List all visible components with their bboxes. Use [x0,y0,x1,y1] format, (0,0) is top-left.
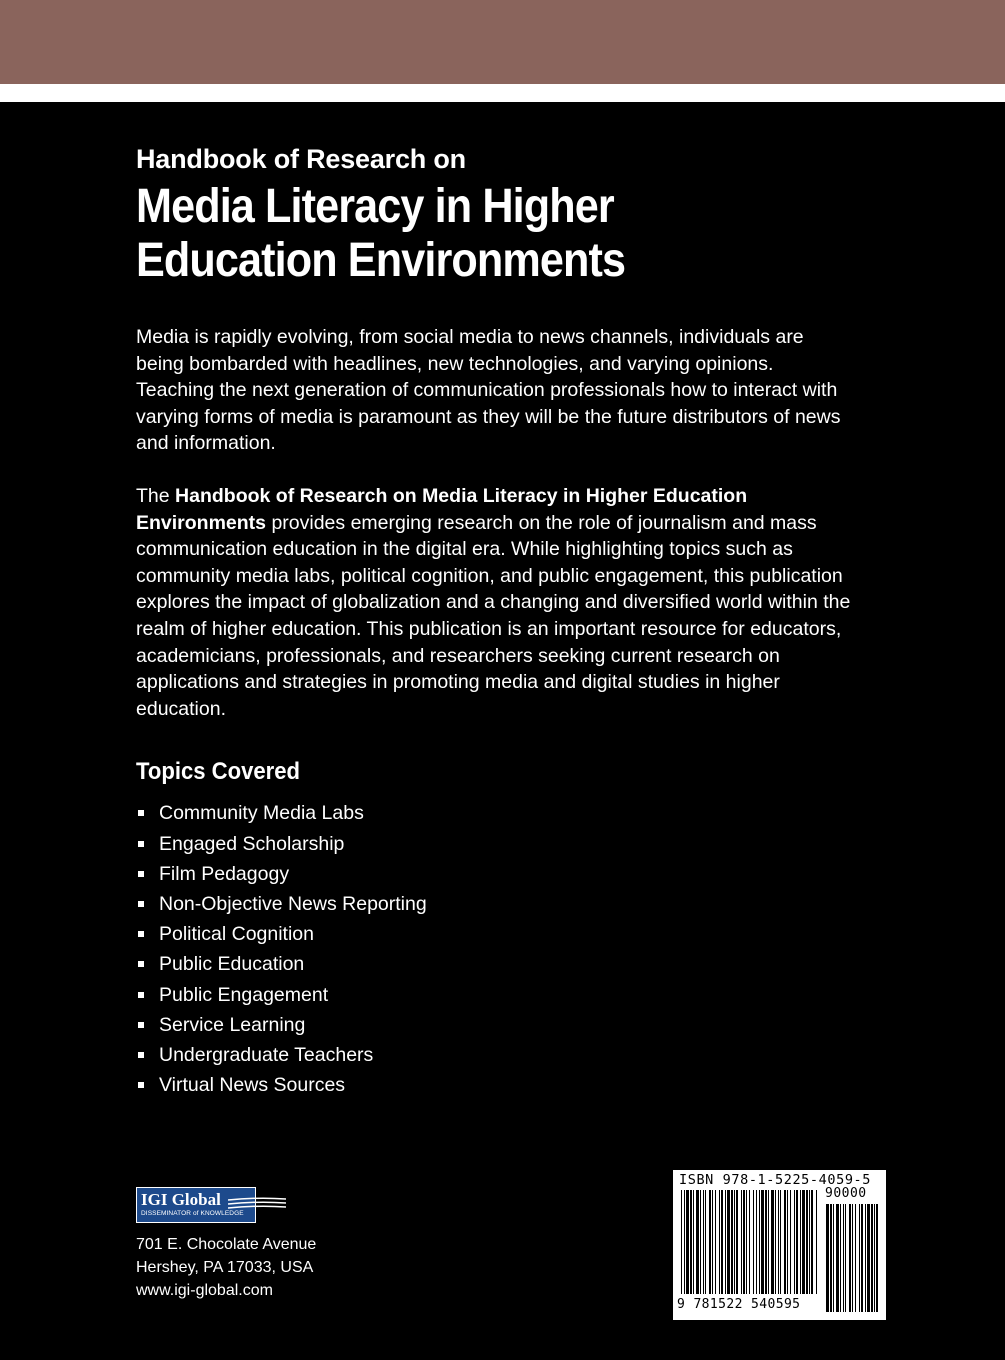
igi-global-logo [136,1187,286,1225]
book-title-line2: Education Environments [136,234,626,287]
topic-item [136,980,856,1010]
barcode-bar [734,1190,735,1294]
barcode-bar [816,1190,817,1294]
address-line-1: 701 E. Chocolate Avenue [136,1236,317,1253]
square-bullet-icon [138,901,144,907]
book-title-line1: Media Literacy in Higher [136,180,614,233]
publisher-block [136,1187,316,1302]
barcode-bar [790,1190,791,1294]
barcode-addon-bar [865,1204,866,1312]
topic-label: Undergraduate Teachers [159,1043,374,1066]
barcode-addon-bar [826,1204,829,1312]
barcode-bar [690,1190,692,1294]
square-bullet-icon [138,810,144,816]
publisher-website: www.igi-global.com [136,1282,273,1299]
barcode-addon-bar [836,1204,839,1312]
barcode-bar [684,1190,685,1294]
barcode-bar [765,1190,767,1294]
barcode-bar [681,1190,682,1294]
barcode-addon-bar [845,1204,846,1312]
barcode-addon-bar [855,1204,856,1312]
square-bullet-icon [138,1082,144,1088]
topic-item [136,1040,856,1070]
barcode-bar [806,1190,808,1294]
square-bullet-icon [138,1022,144,1028]
topics-heading: Topics Covered [136,758,301,786]
barcode-bar [802,1190,805,1294]
topic-item [136,859,856,889]
description-paragraph-1: Media is rapidly evolving, from social media to news channels, individuals are being bombarded with headlines, new technologies, and varying opinions. Teaching the next generation of communication professionals how to interact with varying forms of media is paramount as they will be the future distributors of news and information. [136,326,841,455]
barcode-addon-bar [852,1204,853,1312]
barcode-bar [775,1190,776,1294]
topic-label: Virtual News Sources [159,1074,346,1097]
topic-label: Engaged Scholarship [159,832,345,855]
square-bullet-icon [138,992,144,998]
topic-item [136,1010,856,1040]
square-bullet-icon [138,871,144,877]
barcode-addon-bar [843,1204,844,1312]
barcode-addon-bar [859,1204,860,1312]
logo-swoosh-icon [228,1197,286,1211]
barcode-bar [725,1190,726,1294]
paragraph2-rest: provides emerging research on the role of journalism and mass communication education in the digital era. While highlighting topics such as community media labs, political cognition, and public engagement, this publication explores the impact of globalization and a changing and diversified world within the realm of higher education. This publication is an important resource for educators, academicians, professionals, and researchers seeking current research on applications and strategies in promoting media and digital studies in higher education. [136,511,851,720]
book-subtitle: Handbook of Research on [136,144,466,174]
topic-label: Political Cognition [159,923,315,946]
barcode-bar [712,1190,713,1294]
book-title [136,180,784,288]
isbn-barcode [673,1170,886,1320]
paragraph2-prefix: The [136,484,176,507]
topic-label: Community Media Labs [159,802,364,825]
barcode-addon: 90000 [825,1186,867,1201]
barcode-addon-bar [871,1204,873,1312]
white-divider-stripe [0,84,1005,102]
square-bullet-icon [138,931,144,937]
barcode-bar [715,1190,716,1294]
paragraph2-bold-title: Handbook of Research on Media Literacy in Higher Education Environments [136,484,748,534]
ean-digits: 9 781522 540595 [677,1297,801,1312]
topics-list [136,798,856,1100]
publisher-address [136,1233,316,1302]
barcode-bar [784,1190,786,1294]
topic-label: Public Engagement [159,983,329,1006]
barcode-addon-bar [876,1204,878,1312]
top-color-band [0,0,1005,84]
square-bullet-icon [138,1052,144,1058]
barcode-bar [749,1190,750,1294]
barcode-addon-bar [833,1204,834,1312]
barcode-bar [741,1190,742,1294]
logo-tagline: DISSEMINATOR of KNOWLEDGE [141,1210,244,1217]
barcode-bar [721,1190,723,1294]
topic-label: Service Learning [159,1013,306,1036]
barcode-bar [696,1190,699,1294]
barcode-bar [731,1190,733,1294]
barcode-bar [700,1190,701,1294]
barcode-bar [727,1190,730,1294]
barcode-bar [709,1190,711,1294]
barcode-bar [800,1190,801,1294]
barcode-bar [753,1190,754,1294]
isbn-number: ISBN 978-1-5225-4059-5 [679,1172,872,1188]
barcode-bar [686,1190,689,1294]
barcode-bar [794,1190,795,1294]
barcode-bar [761,1190,764,1294]
barcode-addon-bar [840,1204,841,1312]
topic-item [136,829,856,859]
square-bullet-icon [138,841,144,847]
address-line-2: Hershey, PA 17033, USA [136,1259,314,1276]
barcode-bar [703,1190,704,1294]
barcode-bar [780,1190,781,1294]
square-bullet-icon [138,961,144,967]
barcode-bar [796,1190,798,1294]
barcode-bar [693,1190,694,1294]
barcode-bar [771,1190,774,1294]
barcode-bar [778,1190,779,1294]
barcode-bar [759,1190,760,1294]
description-paragraph-2 [136,483,856,722]
topic-item [136,889,856,919]
topic-label: Film Pedagogy [159,862,290,885]
barcode-bar [768,1190,769,1294]
barcode-bar [787,1190,788,1294]
topic-item [136,1070,856,1100]
barcode-bar [705,1190,706,1294]
barcode-addon-bar [867,1204,870,1312]
topic-item [136,919,856,949]
back-cover-content [136,140,856,1100]
barcode-addon-bar [874,1204,875,1312]
barcode-bar [756,1190,757,1294]
barcode-bar [809,1190,810,1294]
barcode-addon-bar [849,1204,851,1312]
barcode-addon-bar [830,1204,832,1312]
barcode-bar [743,1190,745,1294]
barcode-addon-bar [861,1204,863,1312]
topic-item [136,798,856,828]
topic-item [136,949,856,979]
topic-label: Public Education [159,953,305,976]
barcode-bar [746,1190,747,1294]
barcode-bar [811,1190,813,1294]
topic-label: Non-Objective News Reporting [159,892,427,915]
barcode-bar [736,1190,738,1294]
barcode-bar [719,1190,720,1294]
logo-name: IGI Global [141,1190,221,1209]
